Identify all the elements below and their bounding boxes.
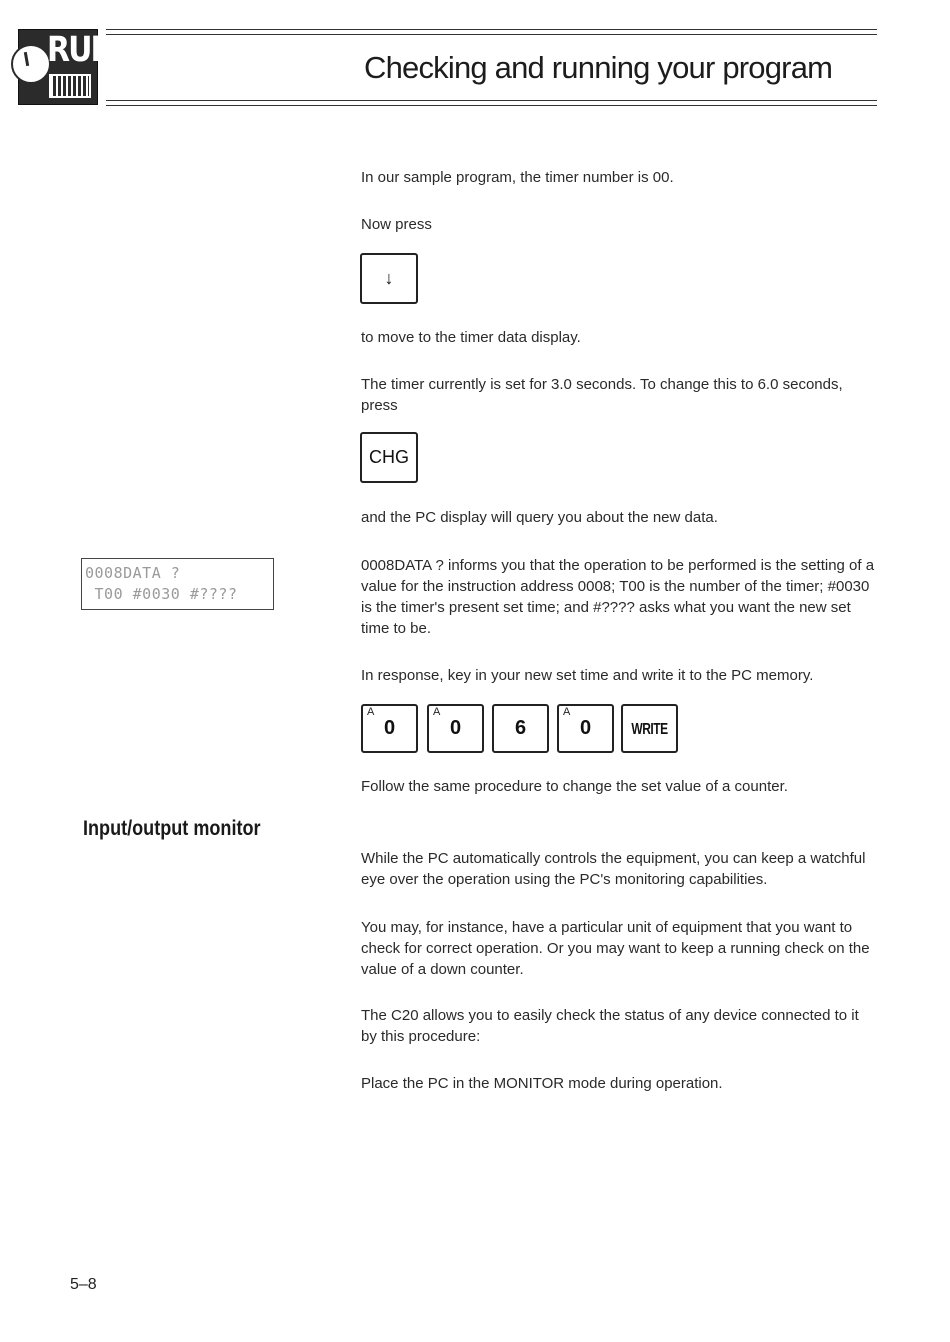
key-0-second (427, 704, 484, 753)
paragraph-monitoring: While the PC automatically controls the equipment, you can keep a watchful eye over the operation using the PC's monitoring capabilities. (361, 850, 866, 888)
lcd-line-1: 0008DATA ? (85, 564, 181, 582)
paragraph-timer-number: In our sample program, the timer number is 00. (361, 169, 674, 186)
write-key (621, 704, 678, 753)
io-bar-icon (49, 74, 91, 98)
paragraph-data-explanation: 0008DATA ? informs you that the operation to be performed is the setting of a value for the instruction address 0008; T00 is the number of the timer; #0030 is the timer's present set time; and #???? asks what you want the new set time to be. (361, 557, 875, 637)
run-logo-label: RUN (47, 30, 114, 71)
key-shift-label: A (367, 706, 375, 718)
key-shift-label: A (563, 706, 571, 718)
paragraph-monitor-mode: Place the PC in the MONITOR mode during operation. (361, 1075, 723, 1092)
key-0-third (557, 704, 614, 753)
key-main-label: 0 (383, 717, 396, 739)
key-main-label: 6 (514, 717, 527, 739)
header-bottom-rule-inner (106, 105, 877, 106)
chg-key-label: CHG (369, 447, 409, 467)
paragraph-now-press: Now press (361, 216, 432, 233)
chg-key (360, 432, 418, 483)
down-arrow-icon: ↓ (384, 268, 394, 288)
section-heading-io-monitor: Input/output monitor (83, 817, 261, 840)
header-bottom-rule (106, 100, 877, 101)
key-main-label: 0 (579, 717, 592, 739)
key-0-first (361, 704, 418, 753)
header-top-rule-inner (106, 34, 877, 35)
write-key-label: WRITE (631, 719, 668, 738)
paragraph-check-equipment: You may, for instance, have a particular unit of equipment that you want to check for correct operation. Or you may want to keep a running check on the value of a down counter. (361, 919, 870, 978)
paragraph-c20-status: The C20 allows you to easily check the status of any device connected to it by this procedure: (361, 1007, 859, 1045)
lcd-display (81, 558, 274, 610)
key-shift-label: A (433, 706, 441, 718)
paragraph-pc-display-query: and the PC display will query you about the new data. (361, 509, 718, 526)
key-main-label: 0 (449, 717, 462, 739)
paragraph-key-in-response: In response, key in your new set time and write it to the PC memory. (361, 667, 814, 684)
lcd-line-2: T00 #0030 #???? (85, 585, 238, 603)
header-top-rule (106, 29, 877, 30)
page-title: Checking and running your program (364, 50, 833, 85)
key-6 (492, 704, 549, 753)
paragraph-counter-procedure: Follow the same procedure to change the set value of a counter. (361, 778, 788, 795)
paragraph-change-time: The timer currently is set for 3.0 seconds. To change this to 6.0 seconds, press (361, 376, 843, 414)
page-number: 5–8 (70, 1276, 97, 1293)
down-arrow-key (360, 253, 418, 304)
paragraph-move-timer: to move to the timer data display. (361, 329, 581, 346)
clock-icon (11, 44, 51, 84)
run-mode-logo (18, 29, 114, 105)
